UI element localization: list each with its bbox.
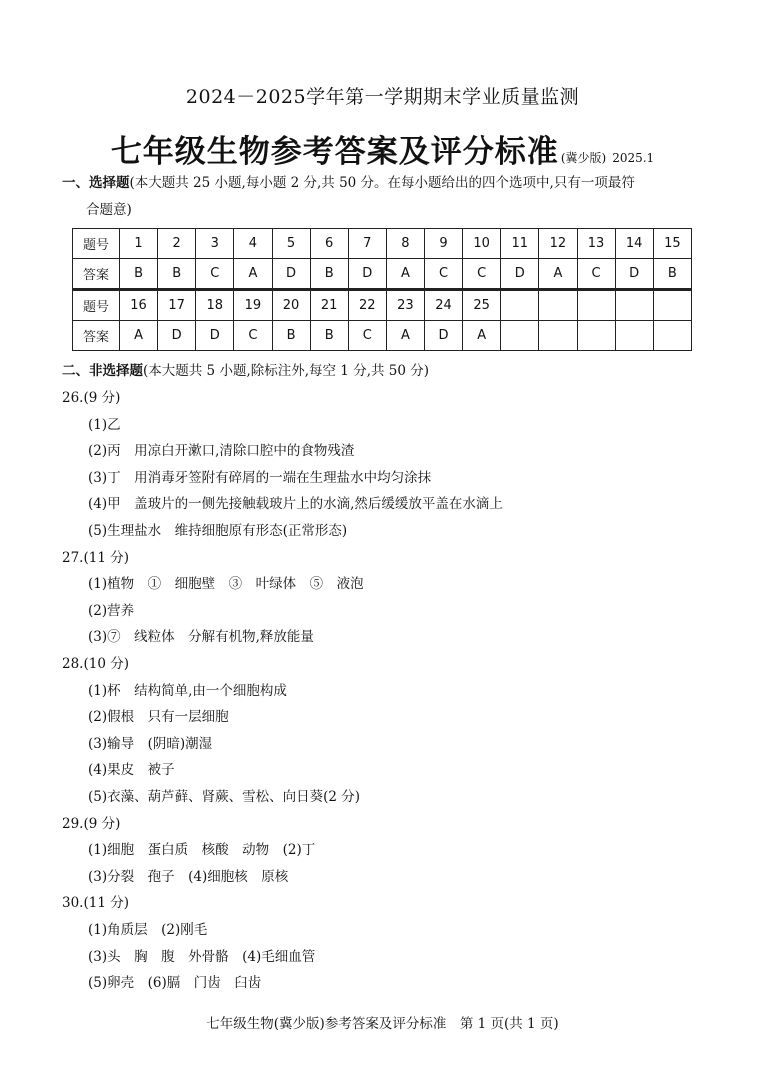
table-cell	[577, 291, 615, 321]
table-cell: A	[386, 321, 424, 351]
table-cell: 11	[501, 229, 539, 259]
table-cell	[615, 291, 653, 321]
answer-line: (4)甲 盖玻片的一侧先接触载玻片上的水滴,然后缓缓放平盖在水滴上	[88, 496, 503, 513]
table-cell	[539, 321, 577, 351]
table-cell: 15	[653, 229, 691, 259]
answer-line: (1)植物 ① 细胞壁 ③ 叶绿体 ⑤ 液泡	[88, 576, 364, 593]
answer-line: (1)杯 结构简单,由一个细胞构成	[88, 682, 287, 699]
table-cell: 5	[272, 229, 310, 259]
table-cell	[577, 321, 615, 351]
table-cell: 22	[348, 291, 386, 321]
table-cell: C	[577, 259, 615, 290]
question-heading: 28.(10 分)	[62, 656, 129, 672]
table-row	[73, 259, 692, 290]
section1-desc: (本大题共 25 小题,每小题 2 分,共 50 分。在每小题给出的四个选项中,只有一项最符	[129, 175, 635, 191]
edition-label: (冀少版)	[560, 151, 607, 165]
table-cell	[653, 291, 691, 321]
table-cell: A	[539, 259, 577, 290]
answer-line: (3)头 胸 腹 外骨骼 (4)毛细血管	[88, 948, 316, 965]
table-cell: D	[425, 321, 463, 351]
table-cell: 18	[196, 291, 234, 321]
row-label: 答案	[73, 321, 120, 351]
answer-line: (2)丙 用凉白开漱口,清除口腔中的食物残渣	[88, 443, 355, 460]
table-cell: D	[615, 259, 653, 290]
table-cell: B	[310, 259, 348, 290]
table-row	[73, 321, 692, 351]
section2-desc: (本大题共 5 小题,除标注外,每空 1 分,共 50 分)	[143, 363, 430, 379]
table-cell: D	[348, 259, 386, 290]
table-cell: 16	[120, 291, 158, 321]
row-label: 题号	[73, 291, 120, 321]
table-cell	[615, 321, 653, 351]
table-cell: A	[234, 259, 272, 290]
table-cell: D	[272, 259, 310, 290]
table-cell: B	[310, 321, 348, 351]
answer-line: (1)角质层 (2)刚毛	[88, 922, 208, 938]
table-cell: 7	[348, 229, 386, 259]
question-heading: 26.(9 分)	[62, 390, 121, 406]
table-row	[73, 229, 692, 259]
table-cell: C	[425, 259, 463, 290]
table-cell	[501, 321, 539, 351]
answer-line: (5)生理盐水 维持细胞原有形态(正常形态)	[88, 523, 348, 539]
table-cell: D	[196, 321, 234, 351]
question-heading: 29.(9 分)	[62, 815, 121, 832]
section2-title: 二、非选择题	[62, 363, 143, 379]
section1-desc-cont: 合题意)	[86, 202, 132, 218]
table-cell: A	[463, 321, 501, 351]
answer-line: (5)卵壳 (6)膈 门齿 臼齿	[88, 975, 262, 992]
table-cell: 21	[310, 291, 348, 321]
table-cell: 6	[310, 229, 348, 259]
answer-line: (3)⑦ 线粒体 分解有机物,释放能量	[88, 629, 314, 646]
table-cell: D	[501, 259, 539, 290]
table-cell: 4	[234, 229, 272, 259]
date-label: 2025.1	[612, 151, 655, 165]
table-cell: B	[120, 259, 158, 290]
table-row	[73, 291, 692, 321]
answer-line: (3)丁 用消毒牙签附有碎屑的一端在生理盐水中均匀涂抹	[88, 469, 432, 486]
table-cell: B	[653, 259, 691, 290]
table-cell: C	[348, 321, 386, 351]
section1-title: 一、选择题	[62, 175, 130, 191]
answer-line: (1)乙	[88, 416, 121, 433]
row-label: 答案	[73, 259, 120, 290]
answer-line: (2)营养	[88, 602, 135, 619]
section1-heading	[62, 172, 712, 194]
table-cell: C	[234, 321, 272, 351]
table-cell	[539, 291, 577, 321]
table-cell: 12	[539, 229, 577, 259]
table-cell: 2	[158, 229, 196, 259]
row-label: 题号	[73, 229, 120, 259]
table-cell	[653, 321, 691, 351]
answer-line: (3)输导 (阴暗)潮湿	[88, 735, 213, 752]
table-cell: A	[386, 259, 424, 290]
table-cell: 8	[386, 229, 424, 259]
table-cell: 20	[272, 291, 310, 321]
table-cell: B	[272, 321, 310, 351]
document-title-row	[0, 126, 765, 171]
table-cell: 14	[615, 229, 653, 259]
table-cell: 23	[386, 291, 424, 321]
table-cell: 17	[158, 291, 196, 321]
answer-line: (4)果皮 被子	[88, 762, 175, 779]
answer-line: (5)衣藻、葫芦藓、肾蕨、雪松、向日葵(2 分)	[88, 789, 361, 805]
table-cell: C	[196, 259, 234, 290]
answer-line: (1)细胞 蛋白质 核酸 动物 (2)丁	[88, 842, 316, 859]
document-title: 七年级生物参考答案及评分标准	[110, 134, 559, 170]
table-cell: C	[463, 259, 501, 290]
table-cell: 24	[425, 291, 463, 321]
table-cell	[501, 291, 539, 321]
table-cell: 25	[463, 291, 501, 321]
table-cell: 19	[234, 291, 272, 321]
question-heading: 27.(11 分)	[62, 549, 129, 566]
table-cell: 1	[120, 229, 158, 259]
table-cell: 3	[196, 229, 234, 259]
table-cell: 13	[577, 229, 615, 259]
answer-line: (2)假根 只有一层细胞	[88, 709, 229, 726]
table-cell: B	[158, 259, 196, 290]
answer-table	[72, 228, 692, 351]
table-cell: A	[120, 321, 158, 351]
question-heading: 30.(11 分)	[62, 895, 129, 912]
table-cell: D	[158, 321, 196, 351]
table-cell: 10	[463, 229, 501, 259]
exam-heading: 2024－2025学年第一学期期末学业质量监测	[185, 86, 580, 108]
page-footer: 七年级生物(冀少版)参考答案及评分标准 第 1 页(共 1 页)	[206, 1016, 559, 1032]
table-cell: 9	[425, 229, 463, 259]
section2-heading	[62, 360, 712, 382]
answer-line: (3)分裂 孢子 (4)细胞核 原核	[88, 868, 289, 885]
